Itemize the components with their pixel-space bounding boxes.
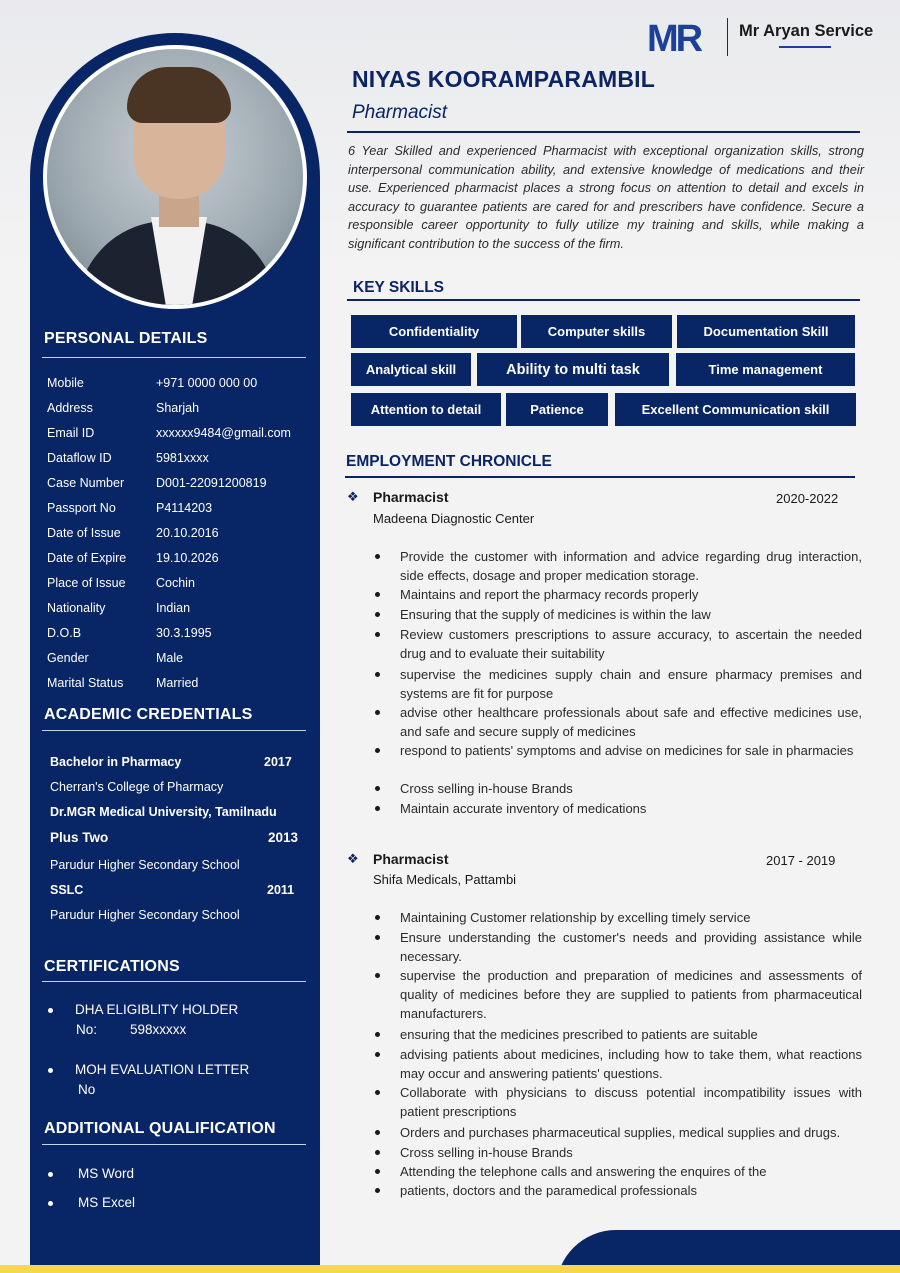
- divider: [347, 131, 860, 133]
- responsibility-text: supervise the production and preparation of medicines and assessments of quality of medicines before they are supplied to patients from pharmaceutical manufacturers.: [400, 968, 862, 1021]
- candidate-title: Pharmacist: [352, 102, 448, 123]
- responsibility-text: Provide the customer with information and advice regarding drug interaction, side effects, dosage and proper medication storage.: [400, 549, 862, 583]
- personal-value: xxxxxx9484@gmail.com: [156, 426, 291, 440]
- responsibility-text: supervise the medicines supply chain and ensure pharmacy premises and systems are fit for purpose: [400, 667, 862, 701]
- qualification-label: MS Excel: [78, 1195, 136, 1210]
- responsibility-text: Orders and purchases pharmaceutical supplies, medical supplies and drugs.: [400, 1125, 841, 1140]
- skill-tag: Time management: [676, 353, 855, 386]
- responsibility-text: Cross selling in-house Brands: [400, 781, 573, 796]
- degree-year: 2017: [264, 755, 292, 769]
- bullet-icon: [375, 612, 380, 617]
- key-skills-heading: KEY SKILLS: [353, 279, 445, 296]
- bullet-icon: [375, 748, 380, 753]
- footer-accent-bar: [0, 1265, 900, 1273]
- bullet-icon: [375, 710, 380, 715]
- bullet-icon: [48, 1008, 53, 1013]
- personal-details-heading: PERSONAL DETAILS: [44, 330, 208, 347]
- responsibility-text: Maintains and report the pharmacy records properly: [400, 587, 699, 602]
- responsibility-text: Ensuring that the supply of medicines is within the law: [400, 607, 711, 622]
- divider: [345, 476, 855, 478]
- bullet-icon: [375, 1130, 380, 1135]
- certification-title: MOH EVALUATION LETTER: [75, 1062, 250, 1077]
- personal-value: 30.3.1995: [156, 626, 212, 640]
- profile-photo: [47, 49, 303, 305]
- divider: [42, 357, 306, 358]
- school-name: Parudur Higher Secondary School: [50, 858, 240, 872]
- personal-label: Passport No: [47, 501, 116, 515]
- personal-value: 5981xxxx: [156, 451, 209, 465]
- personal-label: Marital Status: [47, 676, 124, 690]
- job-years: 2020-2022: [776, 491, 839, 506]
- logo-mark: MR: [647, 18, 701, 60]
- diamond-bullet-icon: ❖: [347, 851, 359, 866]
- bullet-icon: [375, 632, 380, 637]
- skill-tag: Excellent Communication skill: [615, 393, 856, 426]
- personal-label: Address: [47, 401, 93, 415]
- certification-title: DHA ELIGIBLITY HOLDER: [75, 1002, 239, 1017]
- bullet-icon: [48, 1201, 53, 1206]
- personal-label: D.O.B: [47, 626, 82, 640]
- responsibility-text: respond to patients' symptoms and advise on medicines for sale in pharmacies: [400, 743, 854, 758]
- degree-name: Bachelor in Pharmacy: [50, 755, 182, 769]
- company-logo: [645, 12, 895, 60]
- divider: [42, 981, 306, 982]
- bullet-icon: [375, 915, 380, 920]
- bullet-icon: [375, 554, 380, 559]
- personal-value: 20.10.2016: [156, 526, 219, 540]
- skill-tag: Confidentiality: [351, 315, 517, 348]
- responsibility-text: Collaborate with physicians to discuss potential incompatibility issues with patient prescriptions: [400, 1085, 862, 1119]
- personal-label: Date of Expire: [47, 551, 127, 565]
- skill-tag: Computer skills: [521, 315, 672, 348]
- job-title: Pharmacist: [373, 851, 449, 867]
- skill-tag: Patience: [506, 393, 608, 426]
- job-title: Pharmacist: [373, 489, 449, 505]
- responsibility-text: patients, doctors and the paramedical professionals: [400, 1183, 698, 1198]
- certification-number: 598xxxxx: [130, 1022, 187, 1037]
- responsibility-text: ensuring that the medicines prescribed to patients are suitable: [400, 1027, 758, 1042]
- personal-label: Case Number: [47, 476, 125, 490]
- bullet-icon: [375, 786, 380, 791]
- employment-heading: EMPLOYMENT CHRONICLE: [346, 453, 552, 470]
- personal-value: Sharjah: [156, 401, 200, 415]
- profile-summary: 6 Year Skilled and experienced Pharmacist with exceptional organization skills, strong interpersonal communication ability, and extensive knowledge of medications and their use. Experienced pharmacist places a strong focus on attention to detail and excels in accuracy to guarantee patients are cared for and prescribers have confidence. Secure a responsible career opportunity to fully utilize my training and skills, while making a significant contribution to the success of the firm.: [348, 143, 864, 251]
- personal-value: 19.10.2026: [156, 551, 219, 565]
- degree-year: 2013: [268, 830, 299, 845]
- personal-value: Cochin: [156, 576, 195, 590]
- personal-value: +971 0000 000 00: [156, 376, 258, 390]
- responsibility-text: Review customers prescriptions to assure accuracy, to ascertain the needed drug and to evaluate their suitability: [400, 627, 862, 661]
- certification-number-label: No:: [76, 1022, 98, 1037]
- responsibility-text: Maintain accurate inventory of medications: [400, 801, 647, 816]
- personal-value: D001-22091200819: [156, 476, 267, 490]
- skill-tag: Documentation Skill: [677, 315, 855, 348]
- bullet-icon: [375, 806, 380, 811]
- bullet-icon: [375, 1188, 380, 1193]
- degree-year: 2011: [267, 883, 295, 897]
- degree-name: Plus Two: [50, 830, 109, 845]
- personal-label: Mobile: [47, 376, 84, 390]
- personal-label: Date of Issue: [47, 526, 121, 540]
- bullet-icon: [375, 935, 380, 940]
- degree-name: SSLC: [50, 883, 84, 897]
- qualification-label: MS Word: [78, 1166, 135, 1181]
- school-name: Parudur Higher Secondary School: [50, 908, 240, 922]
- college-name: Cherran's College of Pharmacy: [50, 780, 224, 794]
- bullet-icon: [375, 973, 380, 978]
- responsibility-text: Attending the telephone calls and answering the enquires of the: [400, 1164, 767, 1179]
- personal-label: Email ID: [47, 426, 95, 440]
- responsibility-text: Maintaining Customer relationship by excelling timely service: [400, 910, 751, 925]
- personal-label: Place of Issue: [47, 576, 126, 590]
- personal-value: Male: [156, 651, 184, 665]
- diamond-bullet-icon: ❖: [347, 489, 359, 504]
- responsibility-text: advising patients about medicines, including how to take them, what reactions may occur and answering patients' questions.: [400, 1047, 862, 1081]
- logo-underline: [779, 46, 831, 48]
- sidebar: [30, 33, 320, 1265]
- responsibility-text: Cross selling in-house Brands: [400, 1145, 573, 1160]
- academic-heading: ACADEMIC CREDENTIALS: [44, 706, 253, 723]
- bullet-icon: [375, 1052, 380, 1057]
- divider: [347, 299, 860, 301]
- additional-qualification-heading: ADDITIONAL QUALIFICATION: [44, 1120, 276, 1137]
- logo-divider: [727, 18, 728, 56]
- profile-photo-frame: [43, 45, 307, 309]
- bullet-icon: [375, 1150, 380, 1155]
- personal-label: Dataflow ID: [47, 451, 112, 465]
- bullet-icon: [375, 1032, 380, 1037]
- bullet-icon: [375, 1169, 380, 1174]
- service-name: Mr Aryan Service: [739, 22, 874, 40]
- job-years: 2017 - 2019: [766, 853, 836, 868]
- bullet-icon: [48, 1068, 53, 1073]
- certification-number-label: No: [78, 1082, 96, 1097]
- divider: [42, 730, 306, 731]
- skill-tag: Analytical skill: [351, 353, 471, 386]
- bullet-icon: [375, 592, 380, 597]
- candidate-name: NIYAS KOORAMPARAMBIL: [352, 66, 656, 92]
- job-company: Shifa Medicals, Pattambi: [373, 872, 517, 887]
- certifications-heading: CERTIFICATIONS: [44, 958, 180, 975]
- bullet-icon: [375, 1090, 380, 1095]
- responsibility-text: Ensure understanding the customer's needs and providing assistance while necessary.: [400, 930, 862, 964]
- personal-value: Married: [156, 676, 199, 690]
- responsibility-text: advise other healthcare professionals about safe and effective medicines use, and safe and secure supply of medicines: [400, 705, 862, 739]
- skill-tag: Attention to detail: [351, 393, 501, 426]
- personal-label: Gender: [47, 651, 89, 665]
- bullet-icon: [375, 672, 380, 677]
- personal-value: P4114203: [156, 501, 213, 515]
- job-company: Madeena Diagnostic Center: [373, 511, 535, 526]
- skill-tag: Ability to multi task: [477, 353, 669, 386]
- personal-label: Nationality: [47, 601, 106, 615]
- university-name: Dr.MGR Medical University, Tamilnadu: [50, 805, 277, 819]
- bullet-icon: [48, 1172, 53, 1177]
- personal-value: Indian: [156, 601, 191, 615]
- divider: [42, 1144, 306, 1145]
